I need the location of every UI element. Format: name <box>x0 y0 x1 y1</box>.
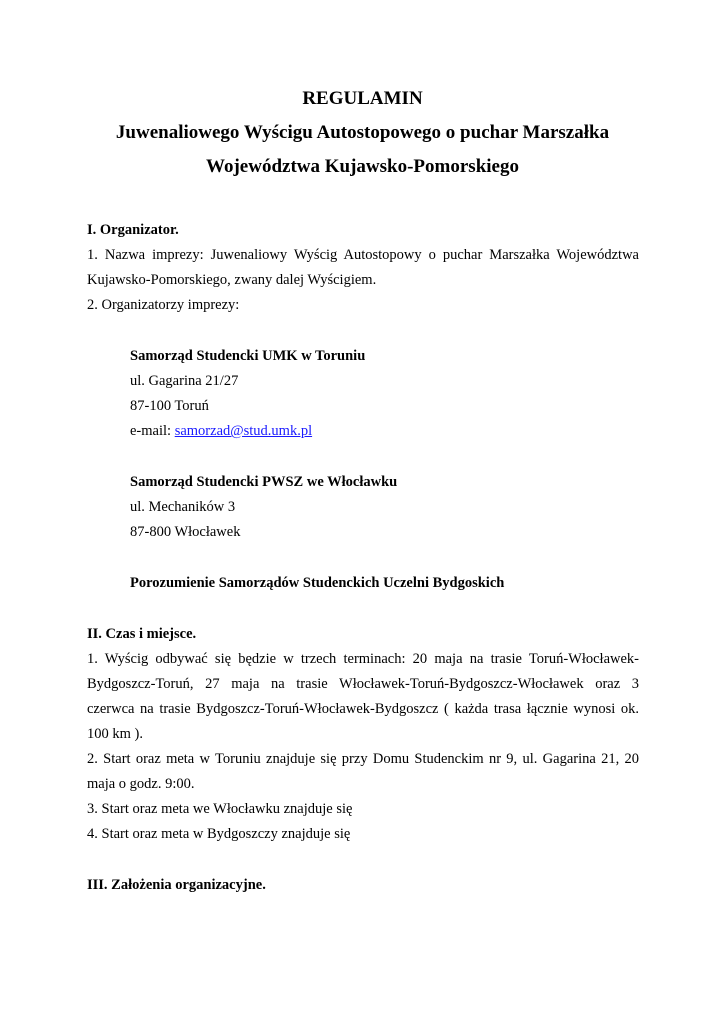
section-heading-organizer: I. Organizator. <box>87 222 179 238</box>
organizer-umk-street: ul. Gagarina 21/27 <box>130 373 239 389</box>
document-title: REGULAMIN <box>302 88 423 109</box>
paragraph-torun-start-line1: 2. Start oraz meta w Toruniu znajduje się przy Domu Studenckim nr 9, ul. Gagarina 21, 20 <box>87 751 639 767</box>
organizer-umk-name: Samorząd Studencki UMK w Toruniu <box>130 348 366 364</box>
paragraph-dates-line4: 100 km ). <box>87 726 143 742</box>
document-subtitle-line1: Juwenaliowego Wyścigu Autostopowego o puchar Marszałka <box>115 122 610 143</box>
paragraph-wloclawek-start: 3. Start oraz meta we Włocławku znajduje się <box>87 801 353 817</box>
paragraph-dates-line3: czerwca na trasie Bydgoszcz-Toruń-Włocławek-Bydgoszcz ( każda trasa łącznie wynosi ok. <box>87 701 639 717</box>
paragraph-dates-line2: Bydgoszcz-Toruń, 27 maja na trasie Włocławek-Toruń-Bydgoszcz-Włocławek oraz 3 <box>87 676 639 692</box>
paragraph-organizers: 2. Organizatorzy imprezy: <box>87 297 240 313</box>
document-subtitle-line2: Województwa Kujawsko-Pomorskiego <box>206 156 519 177</box>
paragraph-event-name-line2: Kujawsko-Pomorskiego, zwany dalej Wyścigiem. <box>87 272 377 288</box>
organizer-pwsz-street: ul. Mechaników 3 <box>130 499 236 515</box>
organizer-pwsz-name: Samorząd Studencki PWSZ we Włocławku <box>130 474 398 490</box>
organizer-pwsz-city: 87-800 Włocławek <box>130 524 241 540</box>
paragraph-dates-line1: 1. Wyścig odbywać się będzie w trzech terminach: 20 maja na trasie Toruń-Włocławek- <box>87 651 639 667</box>
paragraph-bydgoszcz-start: 4. Start oraz meta w Bydgoszczy znajduje się <box>87 826 351 842</box>
organizer-bydgoszcz-name: Porozumienie Samorządów Studenckich Uczelni Bydgoskich <box>130 575 505 591</box>
email-link[interactable]: samorzad@stud.umk.pl <box>174 423 313 439</box>
organizer-umk-city: 87-100 Toruń <box>130 398 209 414</box>
section-heading-organizational: III. Założenia organizacyjne. <box>87 877 266 893</box>
email-label: e-mail: <box>130 423 175 439</box>
paragraph-torun-start-line2: maja o godz. 9:00. <box>87 776 195 792</box>
paragraph-event-name-line1: 1. Nazwa imprezy: Juwenaliowy Wyścig Autostopowy o puchar Marszałka Województwa <box>87 247 639 263</box>
organizer-umk-email-row <box>130 422 682 440</box>
section-heading-time-place: II. Czas i miejsce. <box>87 626 197 642</box>
